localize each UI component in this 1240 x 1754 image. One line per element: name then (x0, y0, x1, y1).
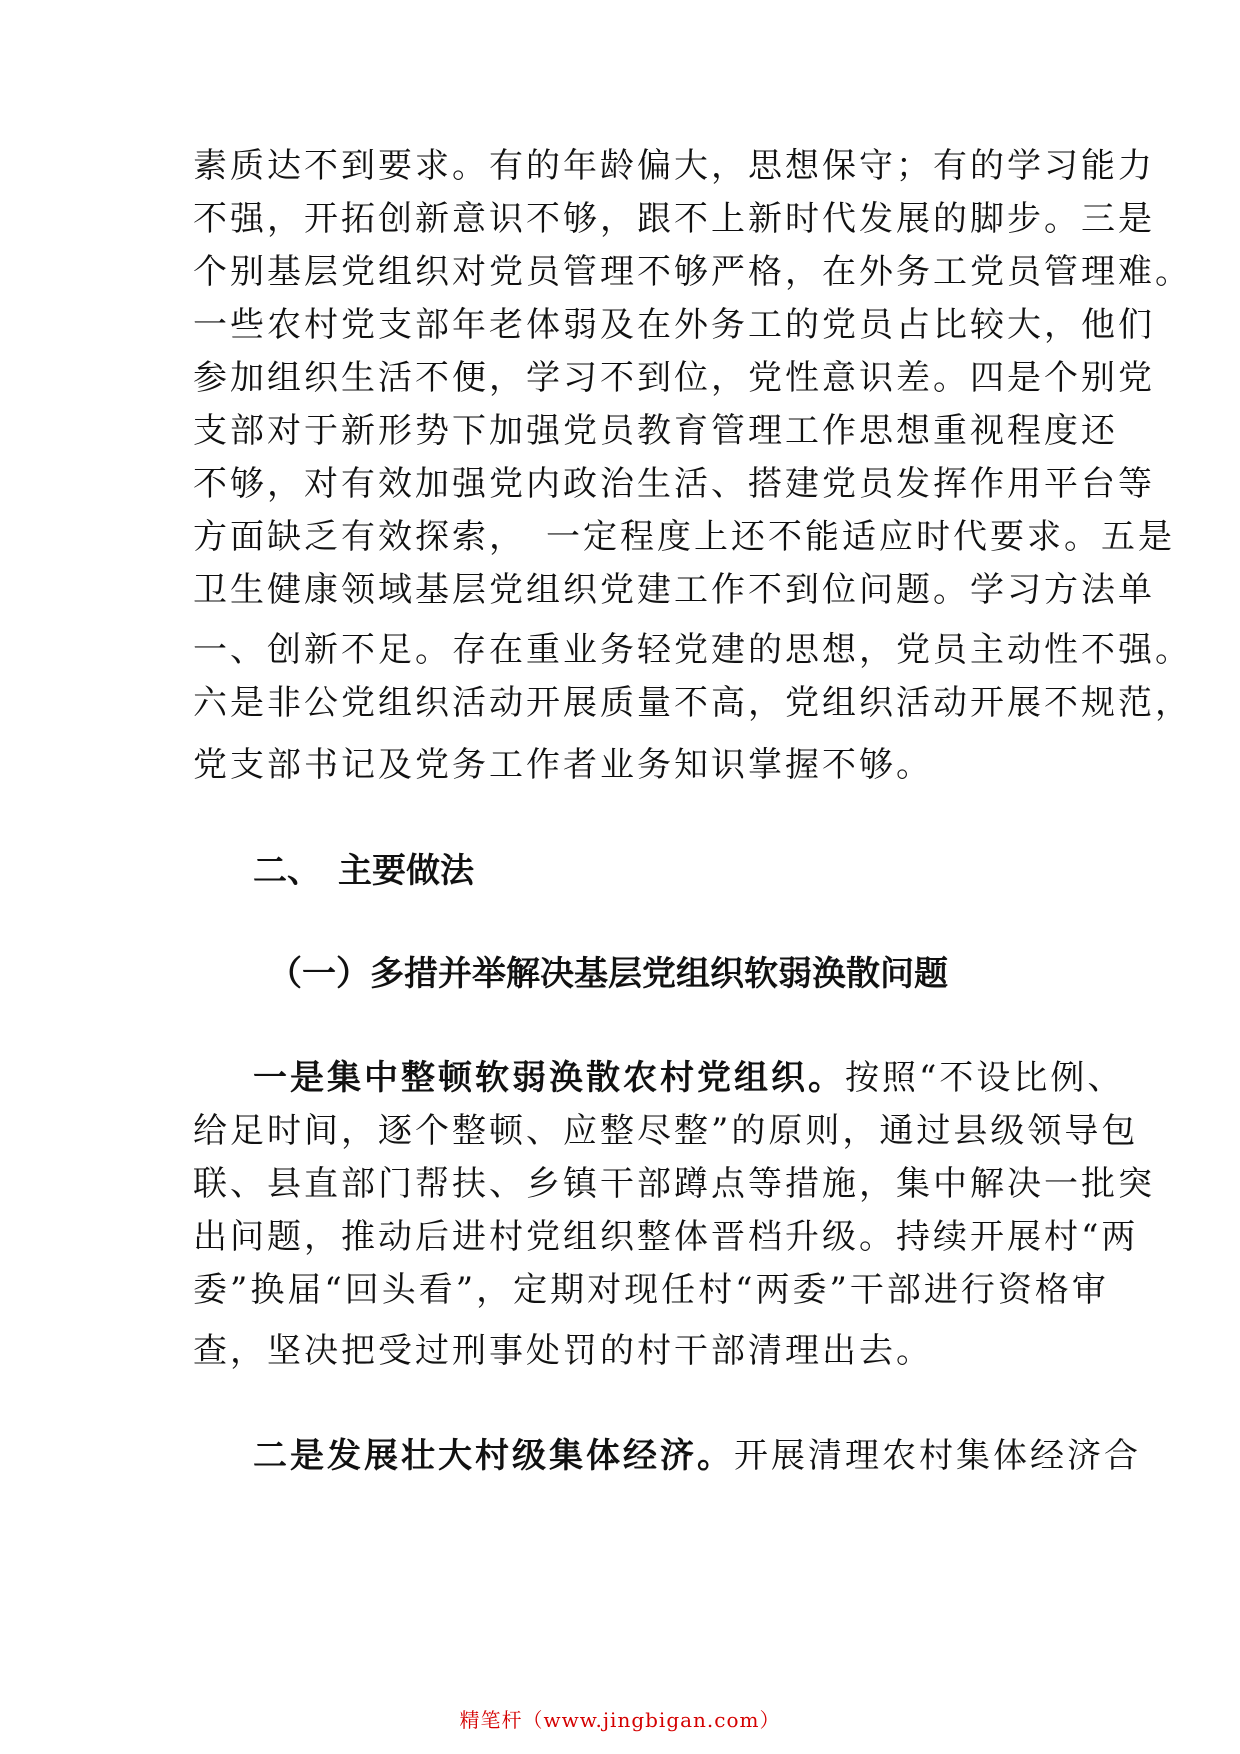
text-line: 一、创新不足。存在重业务轻党建的思想，党员主动性不强。 (193, 630, 1192, 670)
section-heading: 二、 主要做法 (253, 851, 474, 891)
text-line: 支部对于新形势下加强党员教育管理工作思想重视程度还 (193, 411, 1118, 451)
text-line: 素质达不到要求。有的年龄偏大，思想保守；有的学习能力 (193, 146, 1155, 186)
footer-watermark: 精笔杆（www.jingbigan.com） (459, 1708, 781, 1732)
text-line (253, 1056, 1125, 1100)
lead-phrase: 二是发展壮大村级集体经济。 (253, 1436, 734, 1476)
text-line: 给足时间，逐个整顿、应整尽整”的原则，通过县级领导包 (193, 1111, 1139, 1151)
text-line: 一些农村党支部年老体弱及在外务工的党员占比较大，他们 (193, 305, 1155, 345)
text-line (253, 1434, 1141, 1478)
text-line: 联、县直部门帮扶、乡镇干部蹲点等措施，集中解决一批突 (193, 1164, 1155, 1204)
text-line: 不强，开拓创新意识不够，跟不上新时代发展的脚步。三是 (193, 199, 1155, 239)
text-line: 卫生健康领域基层党组织党建工作不到位问题。学习方法单 (193, 570, 1155, 610)
text-line: 个别基层党组织对党员管理不够严格，在外务工党员管理难。 (193, 252, 1192, 292)
text-line: 出问题，推动后进村党组织整体晋档升级。持续开展村“两 (193, 1217, 1139, 1257)
text-line: 查，坚决把受过刑事处罚的村干部清理出去。 (193, 1331, 933, 1371)
text-line: 参加组织生活不便，学习不到位，党性意识差。四是个别党 (193, 358, 1155, 398)
subsection-heading: （一）多措并举解决基层党组织软弱涣散问题 (268, 954, 948, 994)
line-text: 按照“不设比例、 (845, 1058, 1125, 1098)
text-line: 党支部书记及党务工作者业务知识掌握不够。 (193, 745, 933, 785)
text-line: 委”换届“回头看”，定期对现任村“两委”干部进行资格审 (193, 1270, 1109, 1310)
line-text: 开展清理农村集体经济合 (734, 1436, 1141, 1476)
text-line: 六是非公党组织活动开展质量不高，党组织活动开展不规范， (193, 683, 1192, 723)
text-line: 方面缺乏有效探索， 一定程度上还不能适应时代要求。五是 (193, 517, 1175, 557)
text-line: 不够，对有效加强党内政治生活、搭建党员发挥作用平台等 (193, 464, 1155, 504)
lead-phrase: 一是集中整顿软弱涣散农村党组织。 (253, 1058, 845, 1098)
